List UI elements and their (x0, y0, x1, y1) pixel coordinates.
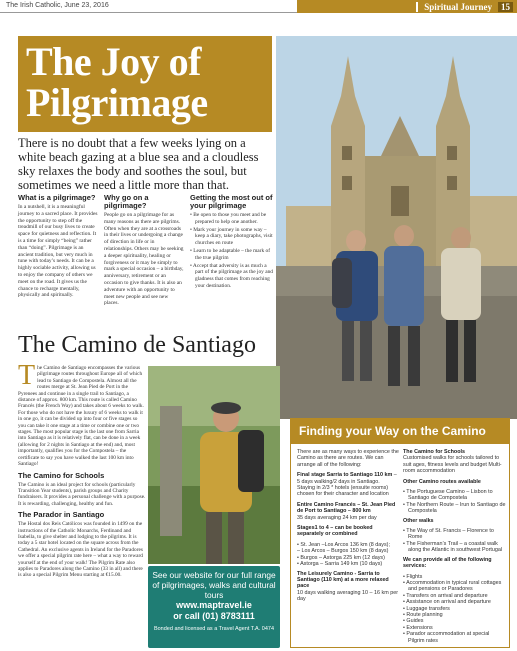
schools-body: The Camino is an ideal project for schools (particularly Transition Year students), parish groups and Charity fundraisers. It provides a personal challenge with a purpose. It is rewarding, challenging, healthy and fun. (18, 481, 146, 507)
final-stage-heading: Final stage Sarria to Santiago 110 km (297, 472, 393, 479)
divider (416, 2, 418, 12)
camino-heading: The Camino de Santiago (18, 332, 256, 358)
camino-body: he Camino de Santiago encompasses the various pilgrimage routes throughout Europe all of which lead to Santiago de Compostela. Almost all the routes merge at St. Jean Pied de Port in the Pyrenees and continue in a single trail to Santiago, a distance of approx. 800 km. This route is called Camino Francés (the French Way) and takes about 6 weeks to walk. For those who do not have the luxury of 6 weeks to walk it in one go, it can be divided up into four or five stages so you can take it one stage at a time or combine one or two stages. The most popular stage is the last one from Sarria into Santiago as it is relatively flat, can be done in a week (allowing for 2 nights in Santiago at the end) and, most importantly, qualifies you for the Compostela – the certificate to say you have walked the last 100 km into Santiago! (18, 365, 144, 468)
final-stage-body: – 5 days walking/2 days in Santiago. Staying in 2/3 * hotels (ensuite rooms) chosen for their character and location (297, 472, 397, 498)
most-out-column (190, 194, 274, 291)
finding-your-way-box (290, 418, 510, 648)
service-item: • Parador accommodation at special Pilgrim rates (403, 631, 490, 644)
other-routes-heading: Other Camino routes available (403, 478, 481, 485)
page-number: 15 (498, 2, 513, 12)
leisurely-camino (297, 571, 399, 603)
other-routes-list (403, 489, 507, 515)
headline-line-1: The Joy of (26, 39, 201, 84)
service-item: • Extensions (403, 624, 433, 631)
leisurely-body: 10 days walking averaging 10 – 16 km per day (297, 589, 398, 603)
walk-item: • The Way of St. Francis – Florence to Rome (403, 528, 494, 541)
why-body: People go on a pilgrimage for as many reasons as there are pilgrims. Often when they are at a crossroads in their lives or undergoing a change of direction in life or in relationships. Others may be seeking a deeper spirituality, healing or forgiveness or it may be simply to mark a special occasion – a birthday, anniversary, retirement or an occasion to give thanks. It is also an adventure with an opportunity to meet new people and see new places. (104, 212, 184, 307)
tip-item: • Mark your journey in some way – keep a diary, take photographs, visit churches en route (190, 226, 273, 247)
newspaper-dateline: The Irish Catholic, June 23, 2016 (0, 0, 297, 13)
section-title: Spiritual Journey (424, 1, 492, 12)
schools-heading: The Camino for Schools (18, 470, 105, 480)
route-item: • The Northern Route – Irun to Santiago de Compostela (403, 501, 506, 515)
find-title: Finding your Way on the Camino (291, 419, 509, 444)
hiker-photo (148, 366, 280, 564)
entire-camino (297, 502, 399, 521)
cathedral-pilgrims-photo (276, 36, 517, 419)
find-intro: There are as many ways to experience the Camino as there are routes. We can arrange all of the following: (297, 449, 399, 468)
leisurely-heading: The Leisurely Camino - Sarria to Santiago (110 km) at a more relaxed pace (297, 570, 389, 590)
what-body: In a nutshell, it is a meaningful journey to a sacred place. It provides the opportunity to step off the treadmill of our busy lives to create space for quietness and reflection. It is a time for simply “being” rather than “doing”. Pilgrimage is an ancient tradition, but very much in tune with today’s needs. It can be a highly sociable activity, allowing us to enjoy the company of others we meet on the road. It gives us the chance to recharge mentally, physically and spiritually. (18, 204, 98, 299)
service-item: • Guides (403, 618, 424, 625)
route-item: • The Portuguese Camino – Lisbon to Santiago de Compostela (403, 489, 493, 502)
tip-item: • Be open to those you meet and be prepared to help one another. (190, 212, 267, 225)
cathedral-illustration (276, 36, 517, 419)
website-promo-box (148, 566, 280, 648)
service-item: • Assistance on arrival and departure (403, 599, 491, 606)
why-pilgrimage-column (104, 194, 184, 307)
most-heading: Getting the most out of your pilgrimage (190, 193, 273, 210)
camino-intro (18, 360, 146, 468)
stage-item: • Burgos – Astorga 225 km (12 days) (297, 554, 385, 561)
section-banner (297, 0, 517, 13)
service-item: • Route planning (403, 611, 443, 618)
stage-item: – Los Arcos – Burgos 150 km (8 days) (297, 548, 389, 555)
headline-line-2: Pilgrimage (26, 80, 208, 125)
find-left-column (297, 449, 399, 607)
stages-heading: Stages1 to 4 – can be booked separately or combined (297, 525, 373, 538)
why-heading: Why go on a pilgrimage? (104, 193, 149, 210)
headline (18, 36, 272, 132)
stage-item: • Astorga – Sarria 149 km (10 days) (297, 561, 383, 568)
final-stage (297, 472, 399, 498)
tip-item: • Accept that adversity is as much a part of the pilgrimage as the joy and gladness that comes from reaching your destination. (190, 262, 273, 289)
other-walks-list (403, 528, 507, 554)
services-heading: We can provide all of the following services: (403, 556, 492, 570)
hiker-illustration (148, 366, 280, 564)
intro-paragraph: There is no doubt that a few weeks lying on a white beach gazing at a blue sea and a cloudless sky relaxes the body and soothes the soul, but sometimes we need a little more than that. (18, 136, 259, 192)
what-is-pilgrimage-column (18, 194, 98, 299)
service-item: • Flights (403, 573, 423, 580)
find-schools-body: Customised walks for schools tailored to suit ages, fitness levels and budget Multi-room accommodation (403, 455, 502, 475)
stage-item: • St. Jean –Los Arcos 136 km (8 days); (297, 541, 390, 548)
camino-article (18, 360, 146, 579)
promo-text: See our website for our full range of pilgrimages, walks and cultural tours (152, 570, 276, 600)
service-item: • Accommodation in typical rural cottages and pensions or Paradores (403, 579, 502, 593)
tips-list (190, 212, 274, 290)
service-item: • Transfers on arrival and departure (403, 592, 488, 599)
tip-item: • Learn to be adaptable – the mark of the true pilgrim (190, 247, 271, 261)
website-link[interactable]: www.maptravel.ie (176, 600, 252, 610)
page-header (0, 0, 517, 13)
find-right-column (403, 449, 507, 647)
parador-body: The Hostal dos Reis Católicos was founded in 1499 on the instructions of the Catholic Monarchs, Ferdinand and Isabella, to give shelter and lodging to the pilgrims. It is today a 5 star hotel located on the square across from the Cathedral. An exclusive agents in Ireland for the Paradores we offer a special pilgrim rate here – what a way to reward yourself at the end of your walk! The Pilgrim Rate also applies to Paradores along the Camino (33 in all) and there is also a special Pilgrim Menu starting at €15.00. (18, 521, 143, 579)
service-item: • Luggage transfers (403, 605, 450, 612)
find-schools-heading: The Camino for Schools (403, 449, 465, 455)
licence-note: Bonded and licensed as a Travel Agent T.A. 0474 (153, 626, 275, 632)
phone-number: or call (01) 8783111 (173, 611, 255, 621)
entire-body: 35 days averaging 24 km per day (297, 514, 377, 521)
entire-heading: Entire Camino Francés – St. Jean Pied de Port to Santiago – 800 km (297, 501, 396, 515)
what-heading: What is a pilgrimage? (18, 193, 96, 202)
stages-list (297, 542, 399, 568)
drop-cap: T (18, 360, 36, 391)
other-walks-heading: Other walks (403, 517, 434, 524)
parador-heading: The Parador in Santiago (18, 510, 105, 520)
services-list (403, 574, 507, 644)
find-schools (403, 449, 507, 475)
walk-item: • The Fisherman’s Trail – a coastal walk along the Atlantic in southwest Portugal (403, 540, 503, 554)
